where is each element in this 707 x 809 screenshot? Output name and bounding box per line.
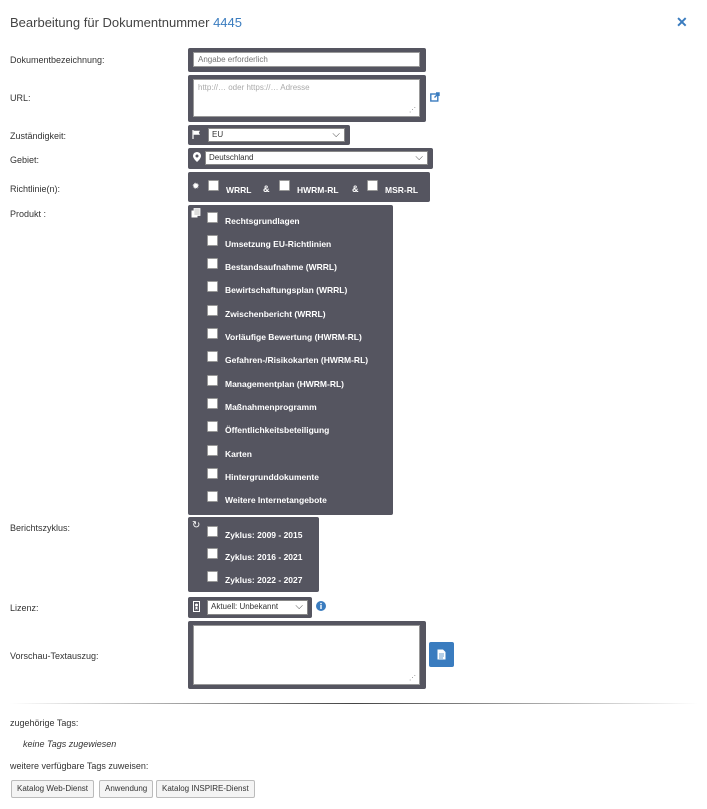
- checkbox-umsetzung-eu-richtlinien[interactable]: [207, 235, 218, 246]
- dokumentbezeichnung-input[interactable]: [193, 52, 420, 67]
- zustaendigkeit-frame: [188, 125, 350, 145]
- dialog-title-prefix: Bearbeitung für Dokumentnummer: [10, 15, 210, 30]
- checkbox-row-karten[interactable]: [207, 443, 252, 457]
- checkbox-label-hintergrunddokumente: Hintergrunddokumente: [225, 471, 319, 482]
- checkbox-bewirtschaftungsplan-wrrl[interactable]: [207, 281, 218, 292]
- resize-grip-icon[interactable]: ⋰: [409, 107, 416, 114]
- checkbox-managementplan-hwrm-rl[interactable]: [207, 375, 218, 386]
- checkbox-row-weitere-internetangebote[interactable]: [207, 490, 327, 504]
- checkbox-row-maßnahmenprogramm[interactable]: [207, 396, 317, 410]
- label-richtlinien: Richtlinie(n):: [10, 184, 61, 194]
- tag-button-anwendung[interactable]: Anwendung: [99, 780, 153, 798]
- checkbox-row-managementplan-hwrm-rl[interactable]: [207, 373, 344, 387]
- map-marker-icon: [193, 152, 201, 162]
- checkbox-label-wrrl: WRRL: [226, 185, 252, 195]
- no-tags-text: keine Tags zugewiesen: [23, 739, 117, 749]
- checkbox-msr-rl[interactable]: [367, 180, 378, 191]
- checkbox-hintergrunddokumente[interactable]: [207, 468, 218, 479]
- checkbox-row-bestandsaufnahme-wrrl[interactable]: [207, 257, 337, 271]
- checkbox-row-öffentlichkeitsbeteiligung[interactable]: [207, 420, 329, 434]
- checkbox-label-gefahren-risikokarten-hwrm-rl: Gefahren-/Risikokarten (HWRM-RL): [225, 355, 369, 366]
- label-available-tags: weitere verfügbare Tags zuweisen:: [10, 761, 149, 771]
- section-divider: [10, 703, 698, 704]
- checkbox-weitere-internetangebote[interactable]: [207, 491, 218, 502]
- checkbox-label-umsetzung-eu-richtlinien: Umsetzung EU-Richtlinien: [225, 238, 332, 249]
- url-frame: [188, 75, 426, 122]
- checkbox-label-öffentlichkeitsbeteiligung: Öffentlichkeitsbeteiligung: [225, 425, 330, 436]
- checkbox-rechtsgrundlagen[interactable]: [207, 212, 218, 223]
- label-vorschau: Vorschau-Textauszug:: [10, 651, 99, 661]
- refresh-icon: ↻: [192, 520, 201, 531]
- checkbox-label-weitere-internetangebote: Weitere Internetangebote: [225, 495, 327, 506]
- checkbox-row-umsetzung-eu-richtlinien[interactable]: [207, 233, 331, 247]
- checkbox-row-rechtsgrundlagen[interactable]: [207, 210, 300, 224]
- checkbox-row-bewirtschaftungsplan-wrrl[interactable]: [207, 280, 347, 294]
- vorschau-textarea[interactable]: [193, 625, 420, 685]
- close-icon[interactable]: ✕: [676, 14, 688, 30]
- label-lizenz: Lizenz:: [10, 603, 39, 613]
- label-berichtszyklus: Berichtszyklus:: [10, 523, 71, 533]
- info-icon[interactable]: [316, 601, 326, 611]
- checkbox-gefahren-risikokarten-hwrm-rl[interactable]: [207, 351, 218, 362]
- checkbox-label-bewirtschaftungsplan-wrrl: Bewirtschaftungsplan (WRRL): [225, 285, 348, 296]
- checkbox-label-zyklus-2009-2015: Zyklus: 2009 - 2015: [225, 529, 303, 540]
- asterisk-icon: ✹: [192, 181, 200, 191]
- chevron-down-icon: ⌵: [415, 152, 423, 163]
- checkbox-hwrm-rl[interactable]: [279, 180, 290, 191]
- checkbox-zyklus-2009-2015[interactable]: [207, 526, 218, 537]
- checkbox-zyklus-2016-2021[interactable]: [207, 548, 218, 559]
- checkbox-zyklus-2022-2027[interactable]: [207, 571, 218, 582]
- checkbox-label-zwischenbericht-wrrl: Zwischenbericht (WRRL): [225, 308, 326, 319]
- checkbox-öffentlichkeitsbeteiligung[interactable]: [207, 421, 218, 432]
- label-dokumentbezeichnung: Dokumentbezeichnung:: [10, 55, 105, 65]
- checkbox-label-msr-rl: MSR-RL: [385, 185, 419, 195]
- checkbox-label-karten: Karten: [225, 448, 252, 459]
- chevron-down-icon: ⌵: [332, 129, 340, 140]
- checkbox-row-hintergrunddokumente[interactable]: [207, 466, 319, 480]
- produkt-panel: [188, 205, 393, 515]
- gebiet-value: Deutschland: [209, 153, 254, 162]
- external-link-icon[interactable]: [430, 92, 440, 102]
- checkbox-row-zwischenbericht-wrrl[interactable]: [207, 303, 326, 317]
- berichtszyklus-panel: [188, 517, 319, 592]
- zustaendigkeit-value: EU: [212, 130, 224, 139]
- checkbox-row-gefahren-risikokarten-hwrm-rl[interactable]: [207, 350, 368, 364]
- chevron-down-icon: ⌵: [295, 601, 303, 612]
- dialog-title: [10, 15, 242, 30]
- label-produkt: Produkt :: [10, 209, 47, 219]
- lizenz-select[interactable]: [207, 600, 308, 615]
- checkbox-row-vorläufige-bewertung-hwrm-rl[interactable]: [207, 327, 362, 341]
- vorschau-frame: [188, 621, 426, 689]
- resize-grip-icon[interactable]: ⋰: [409, 675, 416, 682]
- url-textarea[interactable]: [193, 79, 420, 117]
- copy-icon: [191, 208, 201, 218]
- label-zustaendigkeit: Zuständigkeit:: [10, 131, 67, 141]
- checkbox-label-hwrm-rl: HWRM-RL: [297, 185, 339, 195]
- checkbox-label-maßnahmenprogramm: Maßnahmenprogramm: [225, 401, 317, 412]
- checkbox-maßnahmenprogramm[interactable]: [207, 398, 218, 409]
- zustaendigkeit-select[interactable]: [208, 128, 345, 142]
- label-tags: zugehörige Tags:: [10, 718, 79, 728]
- checkbox-row-zyklus-2016-2021[interactable]: [207, 547, 303, 561]
- checkbox-bestandsaufnahme-wrrl[interactable]: [207, 258, 218, 269]
- checkbox-label-managementplan-hwrm-rl: Managementplan (HWRM-RL): [225, 378, 344, 389]
- ampersand-separator: &: [263, 184, 270, 194]
- url-placeholder: http://… oder https://… Adresse: [198, 83, 310, 92]
- flag-icon: [192, 130, 201, 139]
- checkbox-karten[interactable]: [207, 445, 218, 456]
- tag-button-katalog-web-dienst[interactable]: Katalog Web-Dienst: [11, 780, 94, 798]
- certificate-icon: [193, 601, 200, 612]
- lizenz-frame: [188, 597, 312, 618]
- checkbox-wrrl[interactable]: [208, 180, 219, 191]
- checkbox-row-zyklus-2022-2027[interactable]: [207, 569, 303, 583]
- gebiet-select[interactable]: [205, 151, 428, 165]
- label-url: URL:: [10, 93, 31, 103]
- label-gebiet: Gebiet:: [10, 155, 40, 165]
- checkbox-row-zyklus-2009-2015[interactable]: [207, 524, 303, 538]
- lizenz-value: Aktuell: Unbekannt: [211, 602, 279, 611]
- checkbox-label-rechtsgrundlagen: Rechtsgrundlagen: [225, 215, 300, 226]
- checkbox-zwischenbericht-wrrl[interactable]: [207, 305, 218, 316]
- checkbox-vorläufige-bewertung-hwrm-rl[interactable]: [207, 328, 218, 339]
- richtlinien-panel: [188, 172, 430, 202]
- file-text-icon: [437, 649, 446, 660]
- gebiet-frame: [188, 148, 433, 169]
- ampersand-separator: &: [352, 184, 359, 194]
- checkbox-label-zyklus-2016-2021: Zyklus: 2016 - 2021: [225, 552, 303, 562]
- checkbox-label-bestandsaufnahme-wrrl: Bestandsaufnahme (WRRL): [225, 262, 337, 273]
- document-number: 4445: [213, 15, 242, 30]
- bezeichnung-frame: [188, 48, 426, 72]
- checkbox-label-vorläufige-bewertung-hwrm-rl: Vorläufige Bewertung (HWRM-RL): [225, 332, 362, 342]
- generate-preview-button[interactable]: [429, 642, 454, 667]
- tag-button-katalog-inspire-dienst[interactable]: Katalog INSPIRE-Dienst: [156, 780, 255, 798]
- checkbox-label-zyklus-2022-2027: Zyklus: 2022 - 2027: [225, 574, 303, 585]
